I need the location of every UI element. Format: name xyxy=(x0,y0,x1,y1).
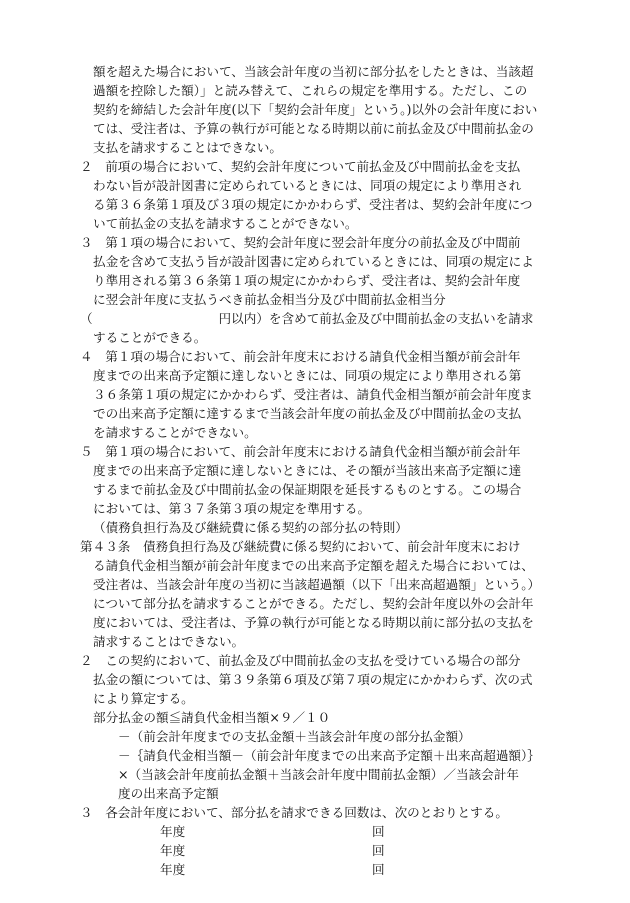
text-line: 度までの出来高予定額に達しないときには、その額が当該出来高予定額に達 xyxy=(93,463,522,478)
text-line: 契約を締結した会計年度(以下「契約会計年度」という。)以外の会計年度におい xyxy=(93,102,538,117)
text-line: 払金の額については、第３９条第６項及び第７項の規定にかかわらず、次の式 xyxy=(93,672,533,687)
text-line: での出来高予定額に達するまで当該会計年度の前払金及び中間前払金の支払 xyxy=(93,406,522,421)
amount-blank-line: （ 円以内）を含めて前払金及び中間前払金の支払いを請求 xyxy=(80,311,534,326)
text-line: 度までの出来高予定額に達しないときには、同項の規定により準用される第 xyxy=(93,368,522,383)
text-line: について部分払を請求することができる。ただし、契約会計年度以外の会計年 xyxy=(93,596,534,611)
article-caption: （債務負担行為及び継続費に係る契約の部分払の特則） xyxy=(93,520,408,535)
schedule-count-label: 回 xyxy=(372,862,385,877)
text-line: る請負代金相当額が前会計年度までの出来高予定額を超えた場合においては、 xyxy=(93,558,534,573)
schedule-count-label: 回 xyxy=(372,824,385,839)
text-line: 支払を請求することはできない。 xyxy=(93,140,282,155)
paragraph-3-line: ３ 各会計年度において、部分払を請求できる回数は、次のとおりとする。 xyxy=(80,805,508,820)
formula-line: 度の出来高予定額 xyxy=(118,786,219,801)
formula-line: ×（当該会計年度前払金額＋当該会計年度中間前払金額）／当該会計年 xyxy=(118,767,519,782)
text-line: る第３６条第１項及び３項の規定にかかわらず、受注者は、契約会計年度につ xyxy=(93,197,533,212)
text-line: により算定する。 xyxy=(93,691,194,706)
text-line: ては、受注者は、予算の執行が可能となる時期以前に前払金及び中間前払金の xyxy=(93,121,534,136)
text-line: するまで前払金及び中間前払金の保証期限を延長するものとする。この場合 xyxy=(93,482,522,497)
schedule-year-label: 年度 xyxy=(160,843,186,858)
schedule-year-label: 年度 xyxy=(160,824,186,839)
paragraph-4-line: ４ 第１項の場合において、前会計年度末における請負代金相当額が前会計年 xyxy=(80,349,521,364)
formula-line: 部分払金の額≦請負代金相当額×９／１０ xyxy=(93,710,331,725)
schedule-year-label: 年度 xyxy=(160,862,186,877)
paragraph-2-line: ２ 前項の場合において、契約会計年度について前払金及び中間前払金を支払 xyxy=(80,159,521,174)
paragraph-3-line: ３ 第１項の場合において、契約会計年度に翌会計年度分の前払金及び中間前 xyxy=(80,235,521,250)
paragraph-2-line: ２ この契約において、前払金及び中間前払金の支払を受けている場合の部分 xyxy=(80,653,521,668)
text-line: に翌会計年度に支払うべき前払金相当分及び中間前払金相当分 xyxy=(93,292,446,307)
article-43-heading-line: 第４３条 債務負担行為及び継続費に係る契約において、前会計年度末におけ xyxy=(80,539,521,554)
paragraph-5-line: ５ 第１項の場合において、前会計年度末における請負代金相当額が前会計年 xyxy=(80,444,521,459)
text-line: ３６条第１項の規定にかかわらず、受注者は、請負代金相当額が前会計年度ま xyxy=(93,387,533,402)
text-line: 度においては、受注者は、予算の執行が可能となる時期以前に部分払の支払を xyxy=(93,615,534,630)
text-line: いて前払金の支払を請求することができない。 xyxy=(93,216,358,231)
formula-line: －｛請負代金相当額－（前会計年度までの出来高予定額＋出来高超過額）｝ xyxy=(118,748,540,763)
schedule-count-label: 回 xyxy=(372,843,385,858)
text-line: を請求することができない。 xyxy=(93,425,257,440)
text-line: においては、第３７条第３項の規定を準用する。 xyxy=(93,501,371,516)
text-line: 過額を控除した額）」と読み替えて、これらの規定を準用する。ただし、この xyxy=(93,83,528,98)
text-line: わない旨が設計図書に定められているときには、同項の規定により準用され xyxy=(93,178,522,193)
text-line: り準用される第３６条第１項の規定にかかわらず、受注者は、契約会計年度 xyxy=(93,273,521,288)
text-line: 請求することはできない。 xyxy=(93,634,245,649)
text-line: 受注者は、当該会計年度の当初に当該超過額（以下「出来高超過額」という。） xyxy=(93,577,541,592)
text-line: 額を超えた場合において、当該会計年度の当初に部分払をしたときは、当該超 xyxy=(93,64,534,79)
text-line: することができる。 xyxy=(93,330,207,345)
formula-line: －（前会計年度までの支払金額＋当該会計年度の部分払金額） xyxy=(118,729,471,744)
text-line: 払金を含めて支払う旨が設計図書に定められているときには、同項の規定によ xyxy=(93,254,534,269)
